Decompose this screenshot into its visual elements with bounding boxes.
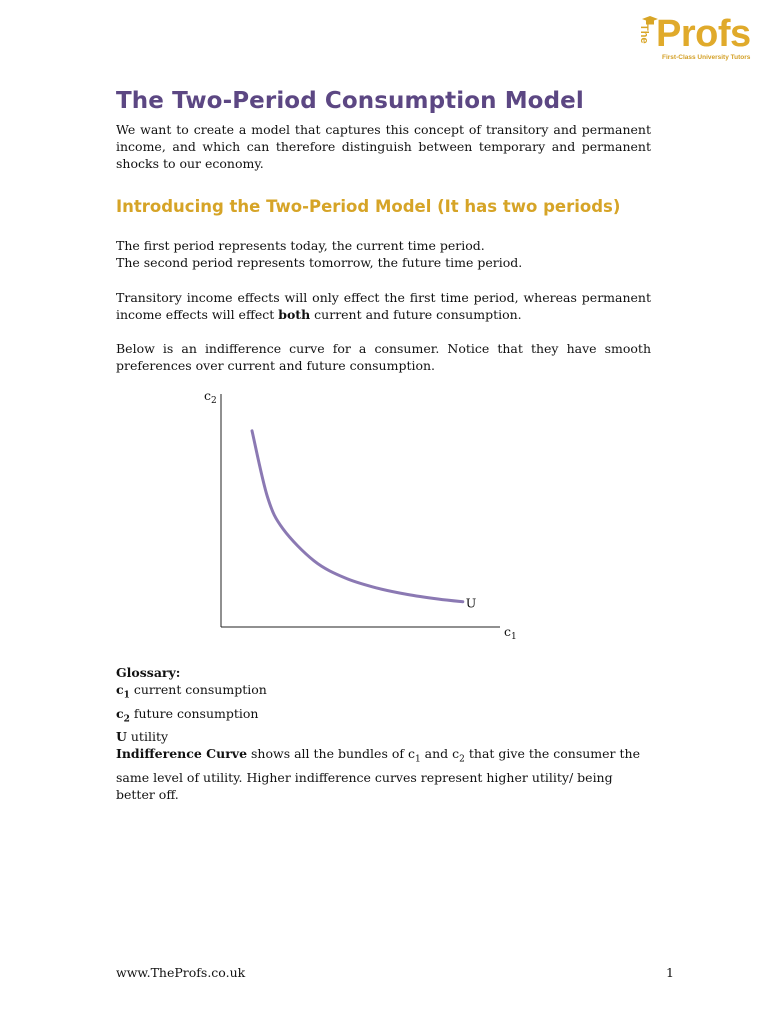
footer-url[interactable]: www.TheProfs.co.uk: [116, 965, 246, 980]
effects-text-b: current and future consumption.: [310, 307, 522, 322]
logo-word: Profs: [656, 13, 751, 55]
curve-label-u: U: [465, 595, 477, 611]
theprofs-logo: [636, 10, 756, 66]
indifference-curve-line: [252, 431, 463, 602]
section-heading: Introducing the Two-Period Model (It has two periods): [116, 197, 621, 216]
glossary-heading: Glossary:: [116, 665, 181, 680]
glossary-item-indifference-curve: Indifference Curve shows all the bundles of $c_1$ and $c_2$ that give the consumer the: [116, 746, 640, 765]
glossary-item-c2: $c_2$ future consumption: [116, 705, 259, 724]
glossary-item-u: U utility: [116, 729, 169, 744]
glossary-ic-line-3: better off.: [116, 786, 179, 802]
y-axis-label: $c_2$: [204, 388, 217, 406]
indifference-curve-chart: [190, 380, 530, 650]
effects-paragraph: [116, 289, 651, 323]
effects-bold: both: [278, 307, 311, 322]
glossary-ic-line-2: same level of utility. Higher indifference curves represent higher utility/ being: [116, 769, 613, 785]
page-title: The Two-Period Consumption Model: [116, 88, 584, 114]
period-line-1: The first period represents today, the current time period.: [116, 238, 485, 253]
logo-the: The: [638, 24, 650, 44]
x-axis-label: $c_1$: [504, 624, 517, 642]
effects-text-a: Transitory income effects will only effect the first time period, whereas permanent income effects will effect: [116, 290, 651, 322]
intro-paragraph: We want to create a model that captures this concept of transitory and permanent income, and which can therefore distinguish between temporary and permanent shocks to our economy.: [116, 122, 651, 171]
curve-intro-paragraph: Below is an indifference curve for a consumer. Notice that they have smooth preferences over current and future consumption.: [116, 341, 651, 373]
logo-tagline: First-Class University Tutors: [662, 54, 751, 61]
footer-page-number: 1: [666, 965, 674, 980]
glossary-item-c1: $c_1$ current consumption: [116, 682, 267, 701]
glossary: [116, 664, 656, 803]
periods-paragraph: [116, 237, 651, 271]
period-line-2: The second period represents tomorrow, the future time period.: [116, 255, 523, 270]
